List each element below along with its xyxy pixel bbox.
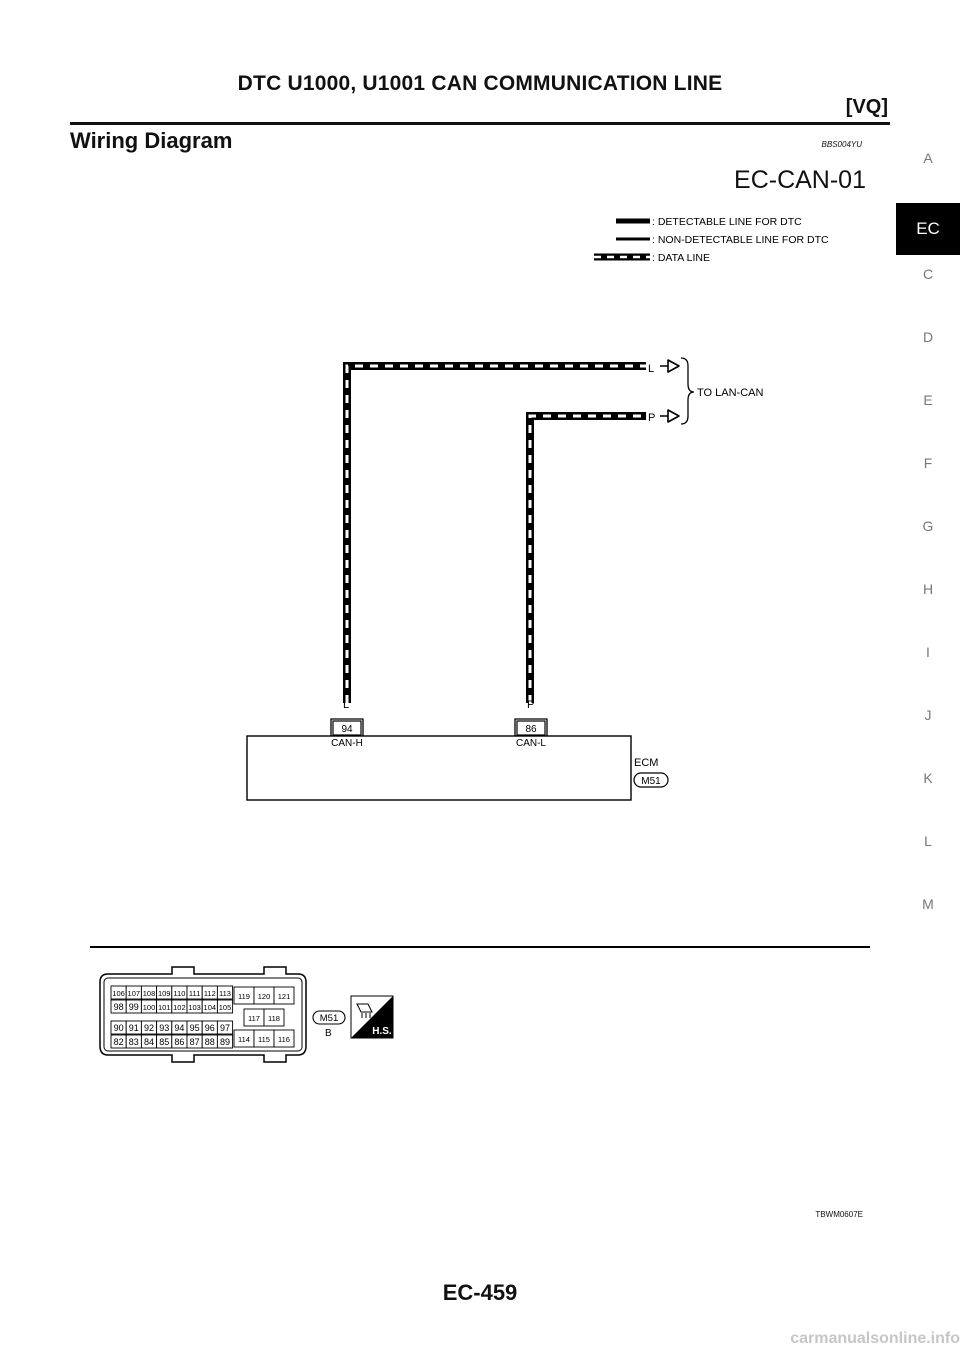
pin-94-label: CAN-H	[331, 738, 363, 749]
connector-face-m51	[100, 967, 306, 1062]
legend-label-non-detectable: : NON-DETECTABLE LINE FOR DTC	[652, 234, 829, 246]
pin-94-number: 94	[341, 724, 353, 735]
pin-number: 116	[278, 1034, 290, 1044]
pin-number: 91	[128, 1022, 139, 1033]
pin-number: 113	[219, 988, 231, 998]
pin-number: 96	[204, 1022, 215, 1033]
ecm-connector-label: M51	[641, 776, 661, 787]
wire-color-label-p-bottom: P	[527, 699, 535, 711]
pin-number: 118	[268, 1013, 280, 1023]
pin-number: 120	[257, 991, 271, 1001]
wire-color-label-p-top: P	[648, 412, 656, 424]
pin-number: 101	[157, 1002, 171, 1012]
can-l-wire	[530, 416, 646, 703]
section-code: BBS004YU	[821, 140, 862, 149]
section-tab-e[interactable]: E	[923, 392, 933, 408]
pin-number: 98	[113, 1001, 124, 1012]
pin-number: 121	[277, 991, 291, 1001]
arrow-to-lan-can-l	[660, 360, 679, 372]
destination-label: TO LAN-CAN	[697, 387, 764, 399]
header-variant: [VQ]	[845, 96, 888, 118]
page-number: EC-459	[442, 1280, 518, 1305]
pin-number: 88	[204, 1036, 215, 1047]
section-tab-a[interactable]: A	[923, 150, 933, 166]
pin-number: 112	[203, 988, 216, 998]
ecm-box	[247, 736, 631, 800]
arrow-to-lan-can-p	[660, 410, 679, 422]
pin-number: 107	[127, 988, 141, 998]
section-tab-f[interactable]: F	[923, 455, 933, 471]
pin-number: 103	[188, 1002, 201, 1012]
legend-label-data: : DATA LINE	[652, 252, 710, 264]
header-title: DTC U1000, U1001 CAN COMMUNICATION LINE	[237, 72, 723, 95]
section-tab-c[interactable]: C	[922, 266, 934, 282]
section-tab-ec[interactable]: EC	[896, 203, 960, 255]
pin-number: 95	[189, 1022, 200, 1033]
hs-connector-icon	[351, 996, 393, 1038]
section-tab-k[interactable]: K	[923, 770, 933, 786]
pin-number: 90	[113, 1022, 124, 1033]
section-tab-g[interactable]: G	[922, 518, 934, 534]
ecm-name: ECM	[634, 757, 659, 769]
pin-number: 105	[218, 1002, 232, 1012]
pin-number: 100	[142, 1002, 156, 1012]
legend	[594, 216, 829, 264]
pin-number: 114	[238, 1034, 250, 1044]
diagram-id: EC-CAN-01	[734, 166, 866, 194]
pin-number: 110	[173, 988, 186, 998]
pin-number: 109	[157, 988, 171, 998]
pin-number: 99	[128, 1001, 139, 1012]
destination-brace	[681, 358, 694, 424]
pin-number: 102	[173, 1002, 186, 1012]
figure-reference-code: TBWM0607E	[815, 1210, 863, 1219]
pin-number: 92	[143, 1022, 155, 1033]
watermark: carmanualsonline.info	[790, 1330, 960, 1347]
section-title: Wiring Diagram	[70, 128, 233, 153]
pin-86-label: CAN-L	[515, 738, 547, 749]
section-tab-m[interactable]: M	[922, 896, 934, 912]
pin-number: 104	[203, 1002, 217, 1012]
pin-number: 106	[112, 988, 125, 998]
pin-94	[331, 719, 363, 736]
pin-86	[515, 719, 547, 736]
section-tab-d[interactable]: D	[922, 329, 934, 345]
pin-number: 87	[189, 1036, 200, 1047]
pin-number: 108	[142, 988, 156, 998]
connector-color: B	[325, 1028, 332, 1039]
section-tab-j[interactable]: J	[924, 707, 932, 723]
pin-number: 117	[248, 1013, 260, 1023]
legend-label-detectable: : DETECTABLE LINE FOR DTC	[652, 216, 802, 228]
pin-number: 85	[159, 1036, 170, 1047]
pin-number: 84	[143, 1036, 155, 1047]
wire-color-label-l-top: L	[648, 363, 655, 375]
pin-number: 82	[113, 1036, 124, 1047]
pin-number: 111	[188, 988, 201, 998]
section-tab-h[interactable]: H	[922, 581, 934, 597]
pin-number: 83	[128, 1036, 139, 1047]
pin-86-number: 86	[525, 724, 537, 735]
pin-number: 93	[159, 1022, 170, 1033]
pin-number: 97	[219, 1022, 231, 1033]
pin-number: 119	[238, 991, 250, 1001]
connector-id-label: M51	[319, 1013, 339, 1024]
hs-label: H.S.	[372, 1026, 392, 1037]
section-tab-i[interactable]: I	[926, 644, 930, 660]
pin-number: 115	[258, 1034, 270, 1044]
pin-number: 86	[174, 1036, 185, 1047]
pin-number: 94	[174, 1022, 185, 1033]
pin-number: 89	[219, 1036, 231, 1047]
section-tab-l[interactable]: L	[924, 833, 932, 849]
wire-color-label-l-bottom: L	[343, 699, 350, 711]
